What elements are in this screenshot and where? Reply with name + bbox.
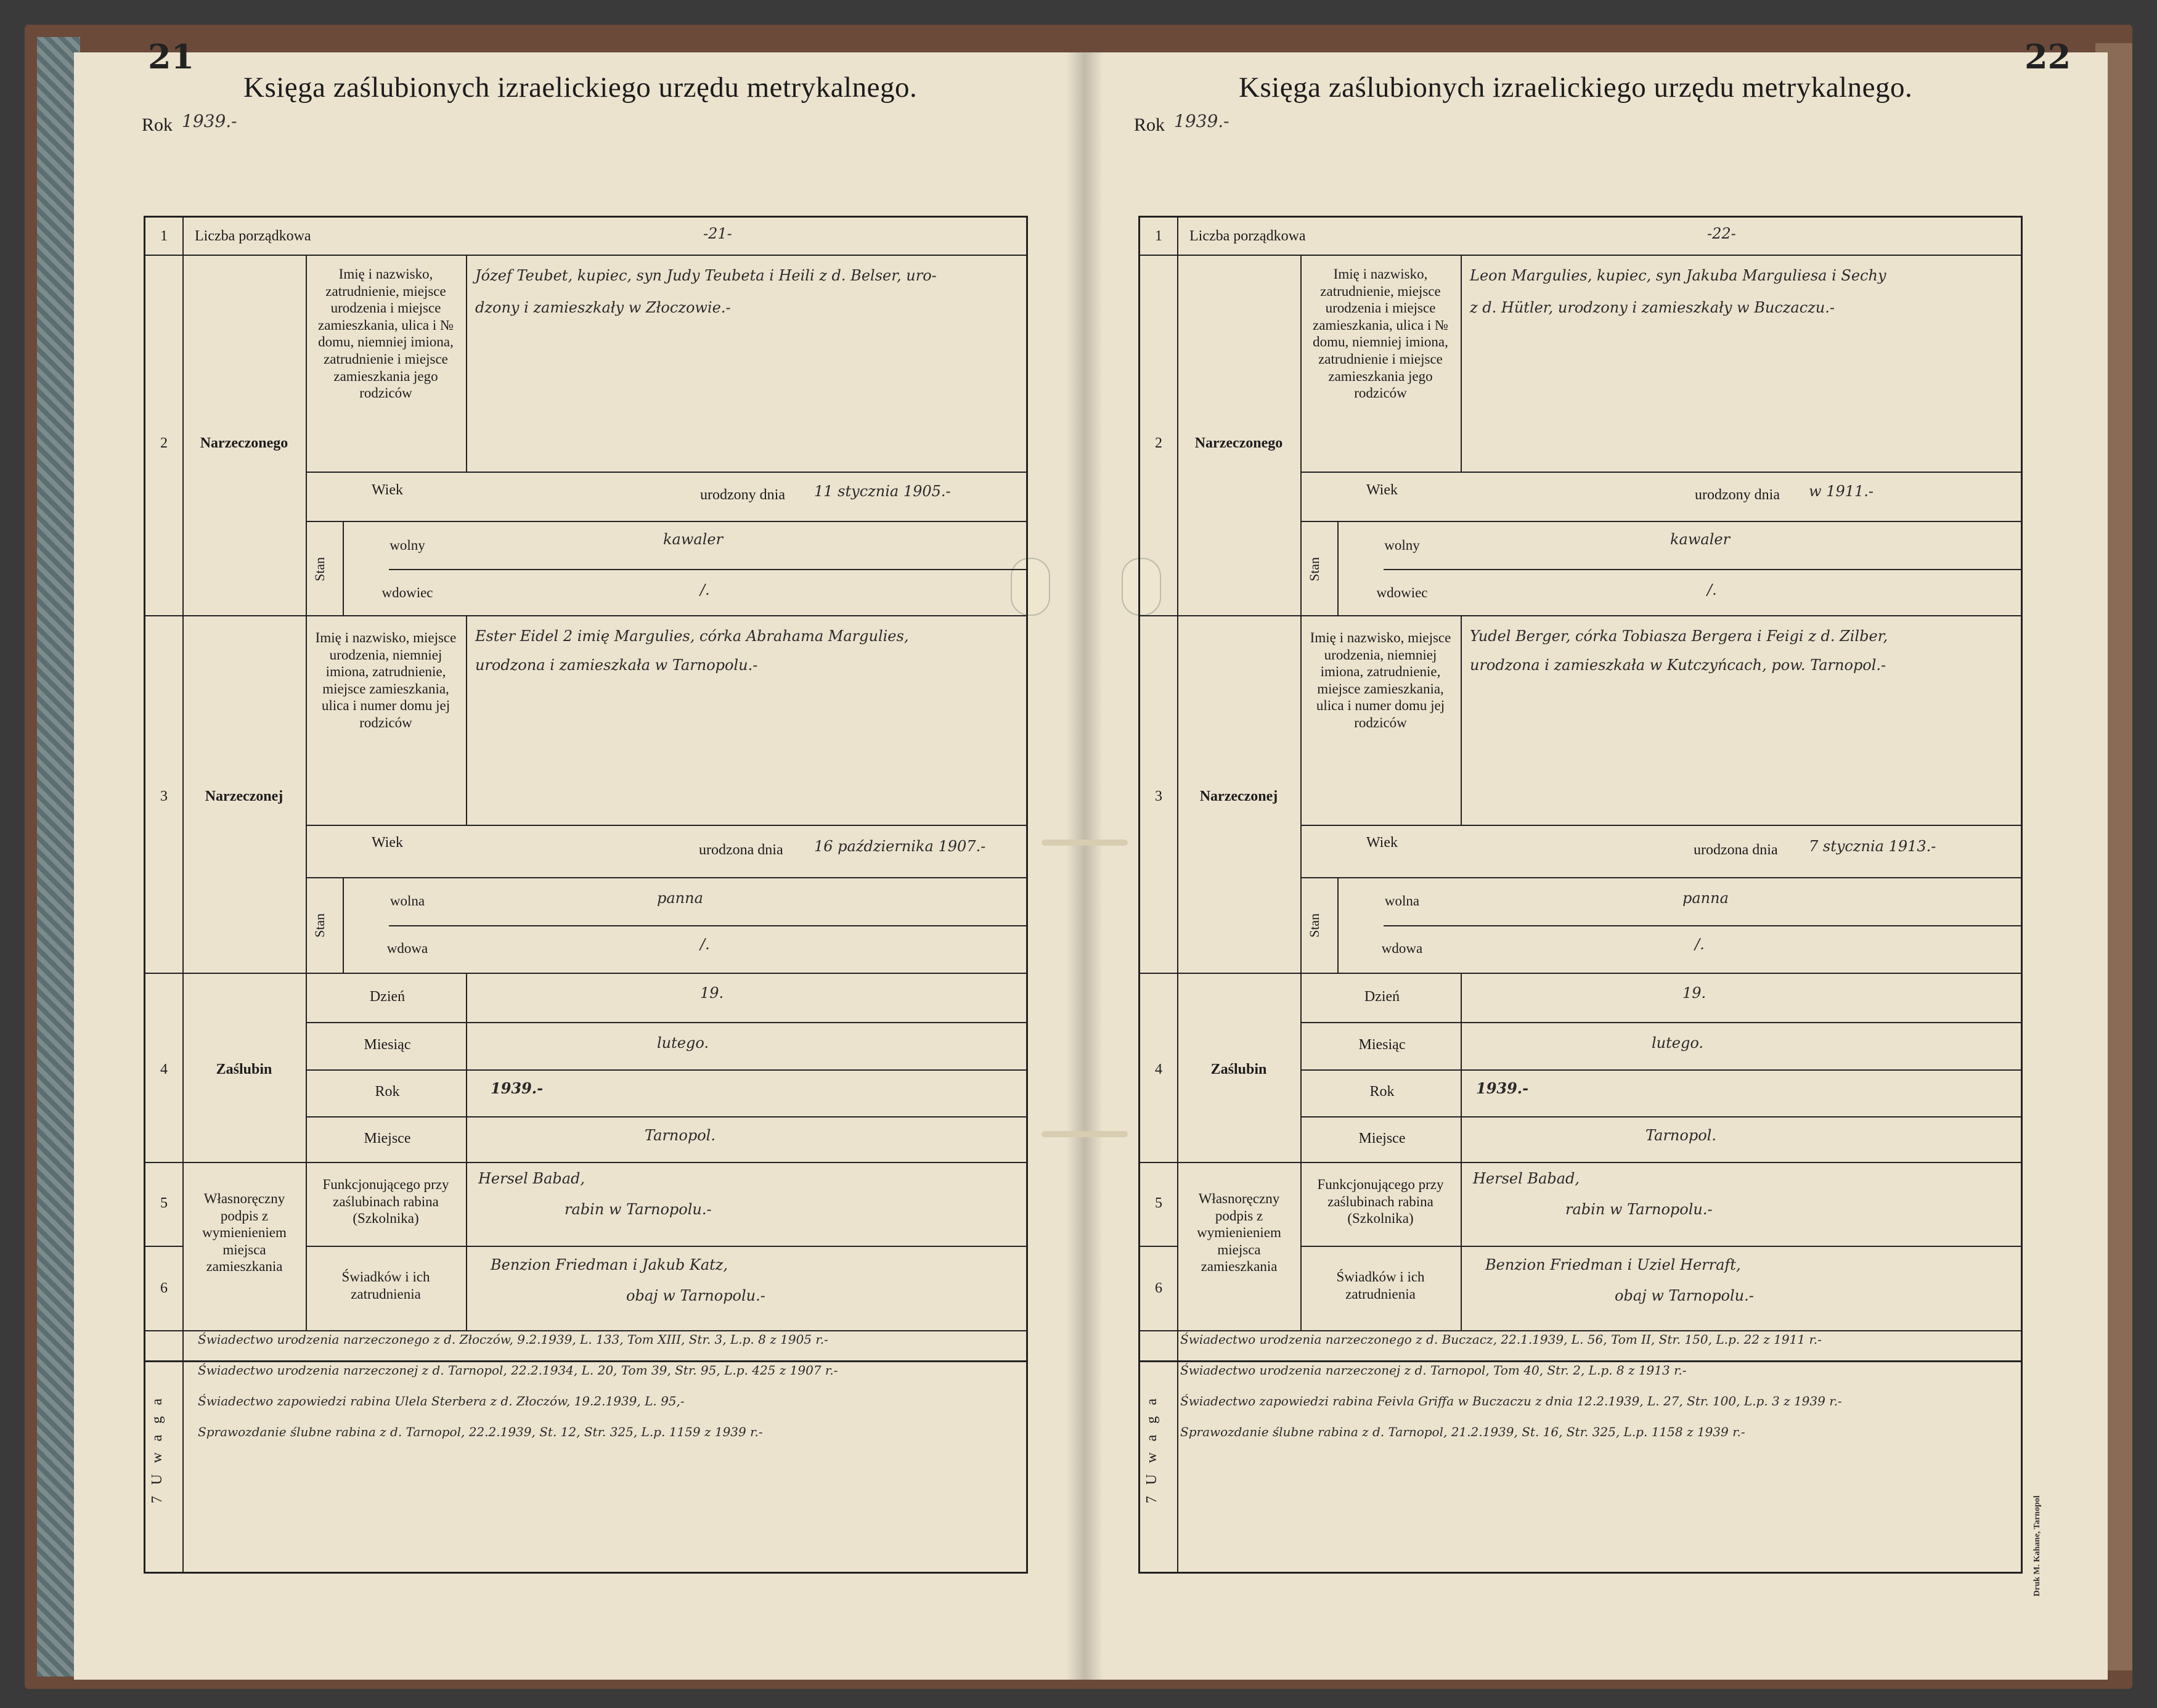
left-rok-value: 1939.-: [182, 111, 237, 131]
signature-group-label: Własnoręczny podpis z wymienieniem miejsca zamieszkania: [202, 1191, 287, 1275]
groom-wdowiec-label: wdowiec: [381, 585, 433, 600]
rabbi-line2: rabin w Tarnopolu.-: [1565, 1201, 1713, 1218]
bride-wdowa-value: /.: [700, 936, 710, 953]
rabbi-line1: Hersel Babad,: [478, 1170, 585, 1187]
row1-number: 1: [1155, 228, 1162, 244]
groom-wdowiec-value: /.: [700, 581, 710, 599]
wedding-group-label: Zaślubin: [1210, 1061, 1267, 1077]
groom-wolny-value: kawaler: [663, 531, 724, 548]
wedding-place-label: Miejsce: [1358, 1130, 1406, 1146]
row5-number: 5: [160, 1195, 168, 1211]
groom-stan-label: Stan: [1307, 557, 1322, 581]
entry-number: -22-: [1707, 225, 1736, 242]
bride-name-line2: urodzona i zamieszkała w Tarnopolu.-: [475, 656, 758, 674]
groom-age-label: Wiek: [371, 482, 403, 498]
uwaga-label: 7 U w a g a: [1144, 1395, 1160, 1504]
binding-stitch-lower: [1042, 1131, 1128, 1137]
bride-group-label: Narzeczonej: [1199, 788, 1278, 804]
left-page-heading: Księga zaślubionych izraelickiego urzędu metrykalnego.: [243, 72, 918, 104]
wedding-year-label: Rok: [1369, 1084, 1395, 1100]
bride-name-line2: urodzona i zamieszkała w Kutczyńcach, pow. Tarnopol.-: [1470, 656, 1886, 674]
groom-name-label: Imię i nazwisko, zatrudnienie, miejsce urodzenia i miejsce zamieszkania, ulica i № domu, niemniej imiona, zatrudnienie i miejsce zamieszkania jego rodziców: [1313, 266, 1448, 401]
bride-name-line1: Yudel Berger, córka Tobiasza Bergera i Feigi z d. Zilber,: [1470, 627, 1888, 645]
wedding-day-value: 19.: [700, 984, 724, 1002]
bride-name-label: Imię i nazwisko, miejsce urodzenia, niemniej imiona, zatrudnienie, miejsce zamieszkania, ulica i numer domu jej rodziców: [1310, 630, 1451, 730]
wedding-group-label: Zaślubin: [216, 1061, 272, 1077]
uwaga-line4: Sprawozdanie ślubne rabina z d. Tarnopol, 21.2.1939, St. 16, Str. 325, L.p. 1158 z 1939 r.-: [1180, 1424, 1745, 1439]
rabbi-label: Funkcjonującego przy zaślubinach rabina (Szkolnika): [1317, 1177, 1444, 1227]
row1-number: 1: [160, 228, 168, 244]
left-register-form: [144, 216, 1028, 1362]
groom-name-line1: Leon Margulies, kupiec, syn Jakuba Marguliesa i Sechy: [1470, 267, 1886, 284]
uwaga-line3: Świadectwo zapowiedzi rabina Ulela Sterbera z d. Złoczów, 19.2.1939, L. 95,-: [198, 1394, 685, 1408]
row2-number: 2: [1155, 435, 1162, 451]
bride-name-line1: Ester Eidel 2 imię Margulies, córka Abrahama Margulies,: [475, 627, 909, 645]
groom-wolny-value: kawaler: [1670, 531, 1731, 548]
groom-name-line1: Józef Teubet, kupiec, syn Judy Teubeta i Heili z d. Belser, uro-: [475, 267, 937, 284]
printer-imprint: Druk M. Kahane, Tarnopol: [2033, 1495, 2042, 1596]
groom-name-label: Imię i nazwisko, zatrudnienie, miejsce urodzenia i miejsce zamieszkania, ulica i № domu, niemniej imiona, zatrudnienie i miejsce zamieszkania jego rodziców: [318, 266, 454, 401]
wedding-day-value: 19.: [1682, 984, 1706, 1002]
entry-number: -21-: [703, 225, 732, 242]
groom-name-line2: z d. Hütler, urodzony i zamieszkały w Buczaczu.-: [1470, 299, 1835, 316]
wedding-year-value: 1939.-: [1476, 1079, 1529, 1097]
row3-number: 3: [160, 788, 168, 804]
row4-number: 4: [1155, 1061, 1162, 1077]
uwaga-line3: Świadectwo zapowiedzi rabina Feivla Griffa w Buczaczu z dnia 12.2.1939, L. 27, Str. 100, L.p. 3 z 1939 r.-: [1180, 1394, 1842, 1408]
groom-wolny-label: wolny: [389, 537, 425, 553]
bride-stan-label: Stan: [1307, 913, 1322, 938]
groom-group-label: Narzeczonego: [200, 435, 288, 451]
row4-number: 4: [160, 1061, 168, 1077]
witnesses-label: Świadków i ich zatrudnienia: [341, 1269, 430, 1302]
groom-born-label: urodzony dnia: [700, 487, 785, 503]
uwaga-line1: Świadectwo urodzenia narzeczonego z d. Złoczów, 9.2.1939, L. 133, Tom XIII, Str. 3, L.p. 8 z 1905 r.-: [198, 1332, 828, 1347]
row1-label: Liczba porządkowa: [1189, 228, 1306, 244]
bride-name-label: Imię i nazwisko, miejsce urodzenia, niemniej imiona, zatrudnienie, miejsce zamieszkania, ulica i numer domu jej rodziców: [315, 630, 457, 730]
row1-label: Liczba porządkowa: [195, 228, 311, 244]
left-folio-number: 21: [148, 37, 195, 76]
row3-number: 3: [1155, 788, 1162, 804]
wedding-year-label: Rok: [375, 1084, 400, 1100]
groom-born-label: urodzony dnia: [1695, 487, 1780, 503]
wedding-month-value: lutego.: [657, 1034, 709, 1052]
wedding-place-label: Miejsce: [364, 1130, 411, 1146]
bride-wolna-value: panna: [657, 889, 703, 907]
bride-wdowa-value: /.: [1695, 936, 1705, 953]
groom-born-date: 11 stycznia 1905.-: [814, 483, 951, 500]
gutter-shadow: [1066, 52, 1103, 1680]
wedding-month-label: Miesiąc: [364, 1037, 411, 1053]
groom-wolny-label: wolny: [1384, 537, 1420, 553]
witnesses-line1: Benzion Friedman i Uziel Herraft,: [1485, 1256, 1741, 1273]
bride-wolna-value: panna: [1682, 889, 1729, 907]
left-uwaga-box: [144, 1327, 1028, 1574]
wedding-year-value: 1939.-: [491, 1079, 544, 1097]
row6-number: 6: [1155, 1280, 1162, 1296]
groom-name-line2: dzony i zamieszkały w Złoczowie.-: [475, 299, 731, 316]
rabbi-line1: Hersel Babad,: [1473, 1170, 1580, 1187]
left-rok-label: Rok: [142, 115, 173, 135]
bride-wolna-label: wolna: [389, 893, 425, 909]
bride-born-label: urodzona dnia: [1694, 842, 1778, 858]
wedding-month-value: lutego.: [1652, 1034, 1703, 1052]
right-rok-label: Rok: [1134, 115, 1165, 135]
rabbi-line2: rabin w Tarnopolu.-: [565, 1201, 712, 1218]
bride-group-label: Narzeczonej: [205, 788, 283, 804]
bride-wdowa-label: wdowa: [1381, 941, 1423, 956]
bride-born-date: 16 października 1907.-: [814, 838, 986, 855]
right-rok-value: 1939.-: [1174, 111, 1229, 131]
bride-born-date: 7 stycznia 1913.-: [1809, 838, 1936, 855]
wedding-day-label: Dzień: [369, 989, 406, 1005]
uwaga-line2: Świadectwo urodzenia narzeczonej z d. Tarnopol, Tom 40, Str. 2, L.p. 8 z 1913 r.-: [1180, 1363, 1687, 1378]
wedding-place-value: Tarnopol.: [645, 1127, 716, 1144]
witnesses-line2: obaj w Tarnopolu.-: [1615, 1287, 1754, 1304]
bride-age-label: Wiek: [371, 835, 403, 851]
row5-number: 5: [1155, 1195, 1162, 1211]
bride-wdowa-label: wdowa: [386, 941, 428, 956]
wedding-month-label: Miesiąc: [1358, 1037, 1406, 1053]
rabbi-label: Funkcjonującego przy zaślubinach rabina (Szkolnika): [322, 1177, 449, 1227]
groom-wdowiec-value: /.: [1707, 581, 1717, 599]
bride-wolna-label: wolna: [1384, 893, 1420, 909]
uwaga-line2: Świadectwo urodzenia narzeczonej z d. Tarnopol, 22.2.1934, L. 20, Tom 39, Str. 95, L.p. 425 z 1907 r.-: [198, 1363, 838, 1378]
right-uwaga-box: [1138, 1327, 2023, 1574]
right-register-form: [1138, 216, 2023, 1362]
groom-stan-label: Stan: [312, 557, 327, 581]
wedding-day-label: Dzień: [1364, 989, 1400, 1005]
groom-wdowiec-label: wdowiec: [1376, 585, 1428, 600]
wedding-place-value: Tarnopol.: [1645, 1127, 1716, 1144]
witnesses-line1: Benzion Friedman i Jakub Katz,: [491, 1256, 728, 1273]
witnesses-line2: obaj w Tarnopolu.-: [626, 1287, 765, 1304]
row6-number: 6: [160, 1280, 168, 1296]
row2-number: 2: [160, 435, 168, 451]
uwaga-line1: Świadectwo urodzenia narzeczonego z d. Buczacz, 22.1.1939, L. 56, Tom II, Str. 150, L.p. 22 z 1911 r.-: [1180, 1332, 1822, 1347]
groom-born-date: w 1911.-: [1809, 483, 1874, 500]
right-page-heading: Księga zaślubionych izraelickiego urzędu metrykalnego.: [1239, 72, 1913, 104]
witnesses-label: Świadków i ich zatrudnienia: [1336, 1269, 1425, 1302]
groom-age-label: Wiek: [1366, 482, 1398, 498]
bride-stan-label: Stan: [312, 913, 327, 938]
bride-age-label: Wiek: [1366, 835, 1398, 851]
right-folio-number: 22: [2024, 37, 2071, 76]
uwaga-line4: Sprawozdanie ślubne rabina z d. Tarnopol, 22.2.1939, St. 12, Str. 325, L.p. 1159 z 1939 r.-: [198, 1424, 763, 1439]
binding-stitch-upper: [1042, 840, 1128, 846]
uwaga-label: 7 U w a g a: [149, 1395, 165, 1504]
bride-born-label: urodzona dnia: [699, 842, 783, 858]
groom-group-label: Narzeczonego: [1194, 435, 1283, 451]
signature-group-label: Własnoręczny podpis z wymienieniem miejsca zamieszkania: [1197, 1191, 1281, 1275]
